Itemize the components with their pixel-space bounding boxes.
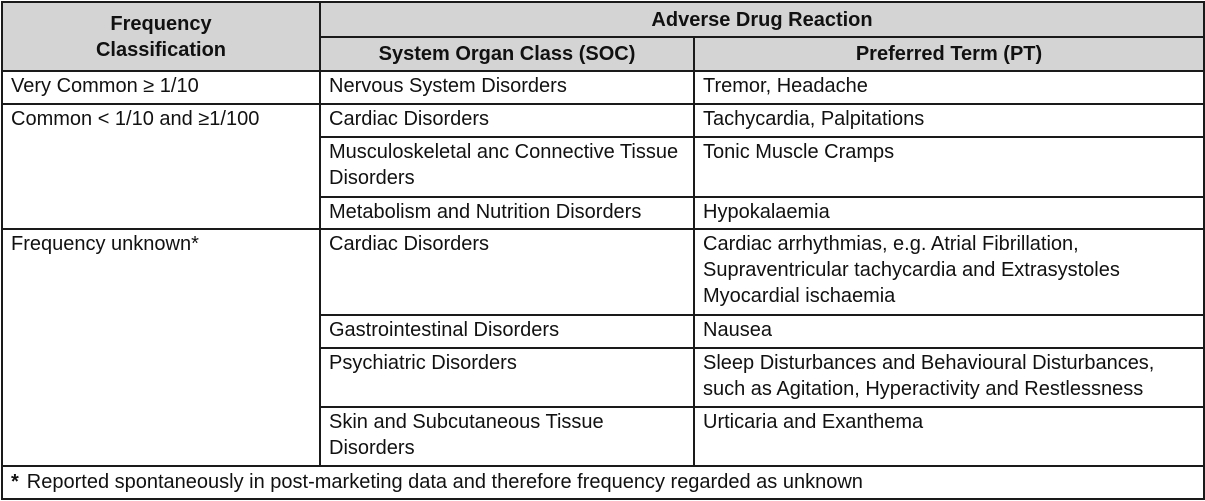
soc-cell: Psychiatric Disorders: [320, 348, 694, 407]
footnote: [2, 466, 1204, 499]
pt-cell: Urticaria and Exanthema: [694, 407, 1204, 466]
header-adverse-drug-reaction: Adverse Drug Reaction: [320, 2, 1204, 37]
pt-cell: Sleep Disturbances and Behavioural Disturbances, such as Agitation, Hyperactivity and Restlessness: [694, 348, 1204, 407]
footnote-marker: *: [11, 471, 19, 493]
pt-cell: Cardiac arrhythmias, e.g. Atrial Fibrillation, Supraventricular tachycardia and Extrasystoles Myocardial ischaemia: [694, 229, 1204, 315]
soc-cell: Cardiac Disorders: [320, 104, 694, 137]
header-pt: Preferred Term (PT): [694, 37, 1204, 71]
soc-cell: Musculoskeletal anc Connective Tissue Disorders: [320, 137, 694, 197]
footnote-text: Reported spontaneously in post-marketing data and therefore frequency regarded as unknown: [26, 471, 863, 493]
soc-cell: Nervous System Disorders: [320, 71, 694, 104]
pt-cell: Tremor, Headache: [694, 71, 1204, 104]
table-row: [2, 229, 1204, 315]
pt-cell: Nausea: [694, 315, 1204, 348]
pt-cell: Tonic Muscle Cramps: [694, 137, 1204, 197]
soc-cell: Gastrointestinal Disorders: [320, 315, 694, 348]
soc-cell: Metabolism and Nutrition Disorders: [320, 197, 694, 229]
pt-cell: Hypokalaemia: [694, 197, 1204, 229]
header-frequency-classification: Frequency Classification: [2, 2, 320, 71]
frequency-cell: Common < 1/10 and ≥1/100: [2, 104, 320, 229]
header-soc: System Organ Class (SOC): [320, 37, 694, 71]
soc-cell: Skin and Subcutaneous Tissue Disorders: [320, 407, 694, 466]
table-row: [2, 104, 1204, 137]
pt-cell: Tachycardia, Palpitations: [694, 104, 1204, 137]
adverse-reactions-table: [1, 1, 1205, 500]
table-row: [2, 71, 1204, 104]
frequency-cell: Frequency unknown*: [2, 229, 320, 466]
frequency-cell: Very Common ≥ 1/10: [2, 71, 320, 104]
soc-cell: Cardiac Disorders: [320, 229, 694, 315]
